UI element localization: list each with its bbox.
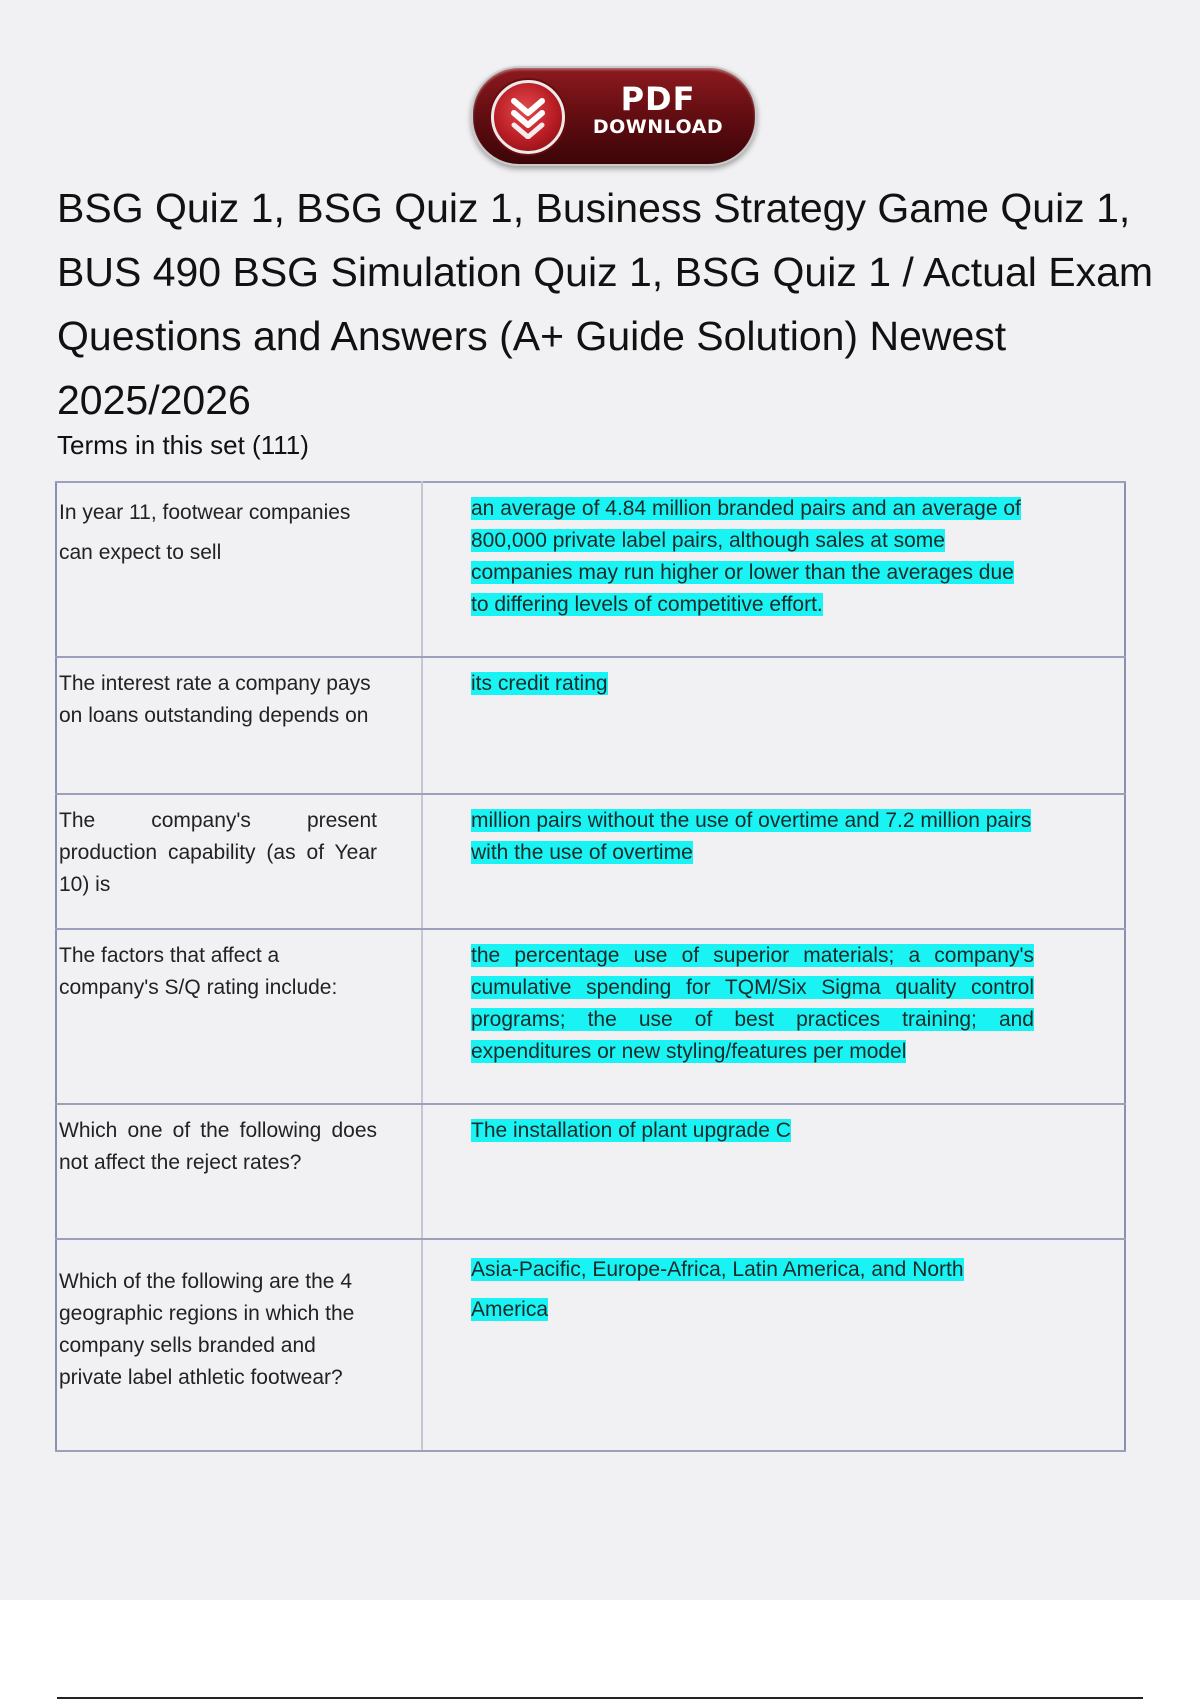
answer-cell bbox=[422, 657, 1125, 794]
answer-text: an average of 4.84 million branded pairs and an average of 800,000 private label pairs, although sales at some companies may run higher or lower than the averages due to differing levels of competitive effort. bbox=[471, 497, 1021, 616]
pdf-badge-title: PDF bbox=[620, 80, 696, 118]
question-text: The factors that affect a company's S/Q rating include: bbox=[59, 944, 338, 999]
question-cell bbox=[56, 482, 422, 657]
pdf-download-button[interactable] bbox=[471, 66, 757, 166]
answer-cell bbox=[422, 482, 1125, 657]
question-cell bbox=[56, 929, 422, 1104]
answer-cell bbox=[422, 1239, 1125, 1451]
footer-divider bbox=[57, 1697, 1143, 1699]
question-cell bbox=[56, 657, 422, 794]
answer-text: The installation of plant upgrade C bbox=[471, 1119, 791, 1142]
terms-count: Terms in this set (111) bbox=[57, 430, 309, 460]
question-text: The interest rate a company pays on loans outstanding depends on bbox=[59, 672, 371, 727]
question-cell bbox=[56, 794, 422, 929]
answer-cell bbox=[422, 794, 1125, 929]
answer-cell bbox=[422, 929, 1125, 1104]
question-cell bbox=[56, 1104, 422, 1239]
table-row bbox=[56, 657, 1125, 794]
answer-text: Asia-Pacific, Europe-Africa, Latin America, and North America bbox=[471, 1258, 964, 1321]
flashcard-table bbox=[55, 481, 1126, 1452]
table-row bbox=[56, 1239, 1125, 1451]
document-title: BSG Quiz 1, BSG Quiz 1, Business Strategy Game Quiz 1, BUS 490 BSG Simulation Quiz 1, BSG Quiz 1 / Actual Exam Questions and Answers (A+ Guide Solution) Newest 2025/2026 bbox=[57, 185, 1154, 423]
question-text: In year 11, footwear companies can expect to sell bbox=[59, 501, 351, 564]
table-row bbox=[56, 482, 1125, 657]
pdf-badge-subtitle: DOWNLOAD bbox=[592, 116, 724, 138]
answer-text: million pairs without the use of overtime and 7.2 million pairs with the use of overtime bbox=[471, 809, 1032, 864]
table-row bbox=[56, 1104, 1125, 1239]
answer-text: its credit rating bbox=[471, 672, 608, 695]
table-row bbox=[56, 794, 1125, 929]
question-text: The company's present production capability (as of Year 10) is bbox=[59, 809, 377, 896]
download-chevron-icon bbox=[491, 80, 565, 154]
answer-cell bbox=[422, 1104, 1125, 1239]
table-row bbox=[56, 929, 1125, 1104]
question-text: Which of the following are the 4 geographic regions in which the company sells branded and private label athletic footwear? bbox=[59, 1270, 355, 1389]
answer-text: the percentage use of superior materials; a company's cumulative spending for TQM/Six Sigma quality control programs; the use of best practices training; and expenditures or new styling/features per model bbox=[471, 944, 1034, 1063]
question-cell bbox=[56, 1239, 422, 1451]
question-text: Which one of the following does not affect the reject rates? bbox=[59, 1119, 377, 1174]
